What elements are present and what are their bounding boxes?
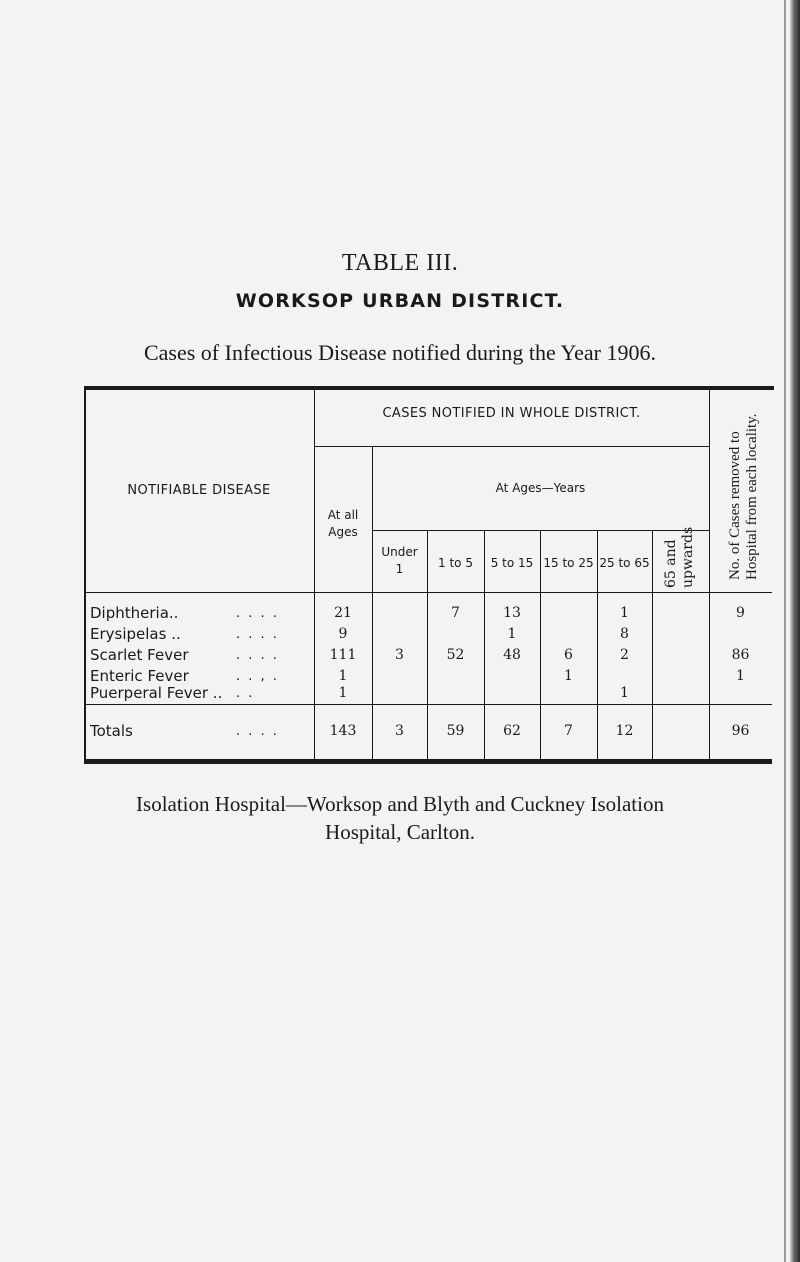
table-bottom-rule: [84, 759, 772, 764]
table-row-a25-65-value: 8: [620, 626, 629, 642]
divider: [314, 446, 709, 447]
table-row-label: Diphtheria..: [90, 604, 179, 622]
divider: [652, 530, 653, 762]
totals-row-a5-15-value: 62: [503, 723, 521, 739]
footer-line-2: Hospital, Carlton.: [325, 820, 475, 844]
table-row-hosp-value: 1: [736, 668, 745, 684]
table-row-leader-dots: . . . .: [236, 606, 279, 621]
table-row-label: Puerperal Fever ..: [90, 684, 223, 702]
header-under-1-sub: 1: [395, 562, 404, 576]
header-1-to-5: 1 to 5: [438, 556, 473, 570]
divider: [709, 390, 710, 762]
divider: [84, 390, 86, 762]
header-hospital-removals: No. of Cases removed to Hospital from each locality.: [727, 413, 760, 580]
table-row-a25-65-value: 2: [620, 647, 629, 663]
table-row-a15-25-value: 1: [564, 668, 573, 684]
table-row-label: Enteric Fever: [90, 667, 189, 685]
totals-row-u1-value: 3: [395, 723, 404, 739]
header-15-to-25: 15 to 25: [543, 556, 594, 570]
table-row-hosp-value: 9: [736, 605, 745, 621]
table-row-a25-65-value: 1: [620, 605, 629, 621]
divider: [84, 704, 772, 705]
table-row-label: Scarlet Fever: [90, 646, 189, 664]
totals-row-a25-65-value: 12: [615, 723, 634, 739]
header-65-upwards: 65 and upwards: [663, 526, 696, 588]
totals-row-label: Totals: [90, 722, 133, 740]
district-heading: WORKSOP URBAN DISTRICT.: [235, 290, 565, 312]
header-under-1: Under: [381, 545, 418, 559]
table-row-leader-dots: . . . .: [236, 648, 279, 663]
table-row-all-value: 1: [338, 668, 348, 684]
divider: [84, 592, 772, 593]
table-subtitle: Cases of Infectious Disease notified during the Year 1906.: [143, 340, 656, 365]
page-edge: [790, 0, 800, 1262]
header-5-to-15: 5 to 15: [490, 556, 534, 570]
table-number: TABLE III.: [341, 250, 459, 276]
totals-row-leader-dots: . . . .: [236, 724, 279, 739]
divider: [372, 530, 709, 531]
table-row-all-value: 9: [338, 626, 348, 642]
totals-row-a15-25-value: 7: [564, 723, 573, 739]
table-row-leader-dots: . . . .: [236, 627, 279, 642]
header-at-ages-years: At Ages—Years: [495, 481, 586, 495]
table-row-all-value: 1: [338, 685, 348, 701]
totals-row-a1-5-value: 59: [446, 723, 465, 739]
header-cases-notified: CASES NOTIFIED IN WHOLE DISTRICT.: [382, 406, 641, 421]
table-row-hosp-value: 86: [731, 647, 750, 663]
table-row-a1-5-value: 52: [446, 647, 465, 663]
header-at-all-ages: At all: [327, 508, 359, 522]
table-row-a5-15-value: 48: [503, 647, 521, 663]
header-notifiable-disease: NOTIFIABLE DISEASE: [127, 483, 271, 498]
header-25-to-65: 25 to 65: [599, 556, 650, 570]
table-row-a5-15-value: 1: [507, 626, 517, 642]
table-row-all-value: 111: [329, 647, 357, 663]
table-row-a25-65-value: 1: [620, 685, 629, 701]
totals-row-hosp-value: 96: [731, 723, 750, 739]
footer-note: [0, 790, 800, 846]
table-row-all-value: 21: [334, 605, 352, 621]
table-row-u1-value: 3: [395, 647, 404, 663]
table-top-rule: [84, 386, 774, 390]
table-row-leader-dots: . . , .: [236, 669, 279, 684]
table-row-a15-25-value: 6: [564, 647, 573, 663]
page-edge-line: [784, 0, 786, 1262]
totals-row-all-value: 143: [329, 723, 357, 739]
footer-line-1: Isolation Hospital—Worksop and Blyth and Cuckney Isolation: [136, 792, 664, 816]
table-row-label: Erysipelas ..: [90, 625, 181, 643]
header-at-all-ages-2: Ages: [328, 525, 358, 539]
table-row-leader-dots: . .: [236, 686, 255, 701]
table-row-a1-5-value: 7: [451, 605, 460, 621]
table-row-a5-15-value: 13: [503, 605, 521, 621]
